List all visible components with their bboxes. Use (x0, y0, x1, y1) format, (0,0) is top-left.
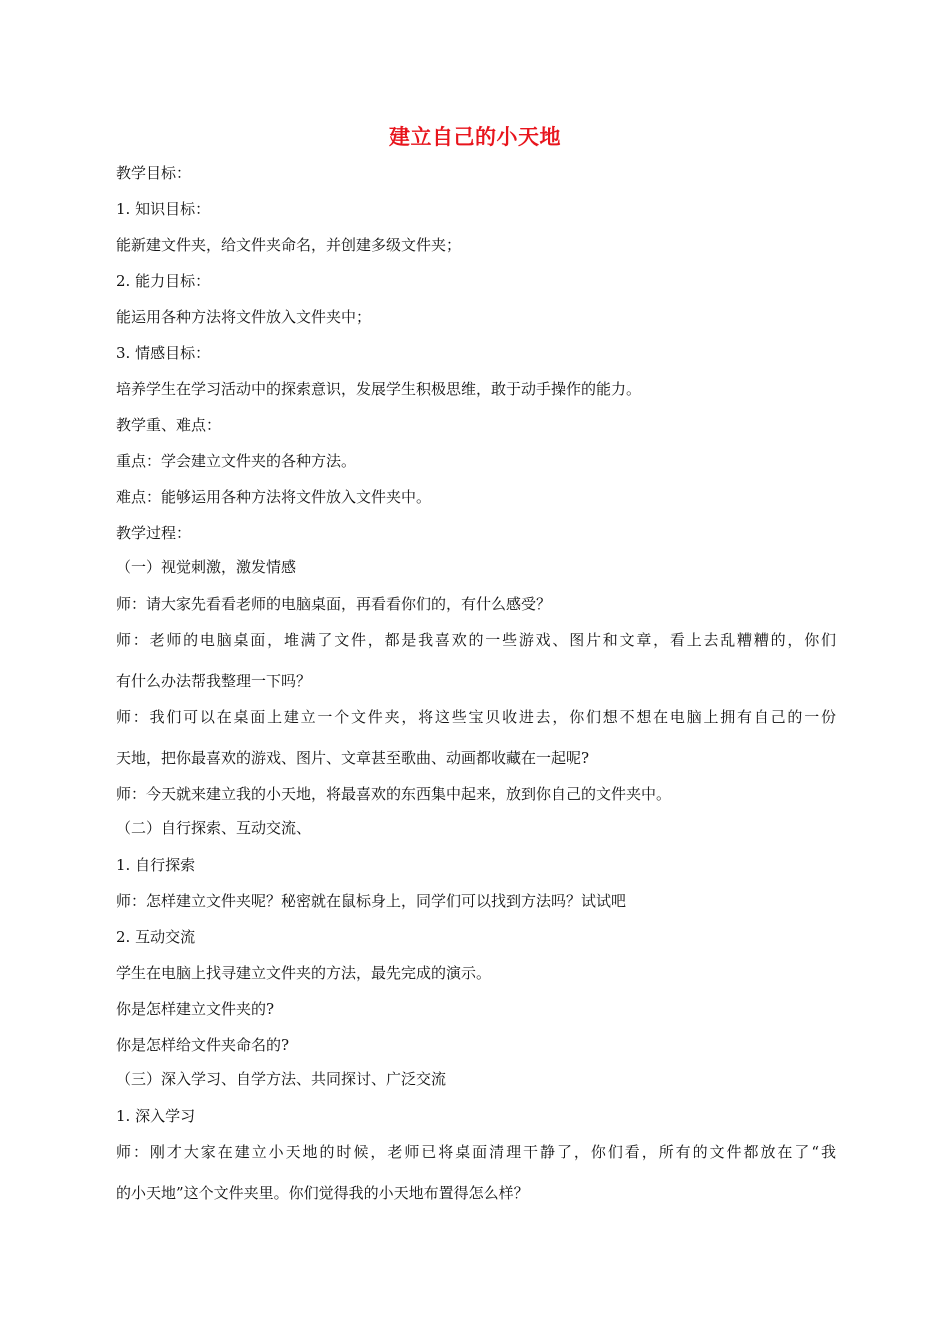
text-line: 1. 深入学习 (116, 1107, 196, 1125)
text-line: 1. 知识目标： (116, 200, 211, 218)
text-line: 有什么办法帮我整理一下吗？ (116, 672, 312, 690)
text-line: 师：我们可以在桌面上建立一个文件夹，将这些宝贝收进去，你们想不想在电脑上拥有自己的一份 (116, 708, 836, 726)
text-line: 培养学生在学习活动中的探索意识，发展学生积极思维，敢于动手操作的能力。 (116, 380, 642, 398)
text-line: 能新建文件夹，给文件夹命名，并创建多级文件夹； (116, 236, 462, 254)
text-line: 教学目标： (116, 164, 192, 182)
text-line: 3. 情感目标： (116, 344, 211, 362)
text-line: 学生在电脑上找寻建立文件夹的方法，最先完成的演示。 (116, 964, 492, 982)
text-line: 难点：能够运用各种方法将文件放入文件夹中。 (116, 488, 432, 506)
document-title: 建立自己的小天地 (389, 125, 561, 149)
text-line: （二）自行探索、互动交流、 (116, 819, 312, 837)
text-line: 你是怎样给文件夹命名的? (116, 1036, 290, 1054)
text-line: 的小天地”这个文件夹里。你们觉得我的小天地布置得怎么样？ (116, 1184, 529, 1202)
text-line: 师：老师的电脑桌面，堆满了文件，都是我喜欢的一些游戏、图片和文章，看上去乱糟糟的，你们 (116, 631, 836, 649)
text-line: 你是怎样建立文件夹的? (116, 1000, 275, 1018)
text-line: 师：刚才大家在建立小天地的时候，老师已将桌面清理干静了，你们看，所有的文件都放在了“我 (116, 1143, 836, 1161)
text-line: 师：今天就来建立我的小天地，将最喜欢的东西集中起来，放到你自己的文件夹中。 (116, 785, 672, 803)
text-line: 2. 能力目标： (116, 272, 211, 290)
text-line: 师：怎样建立文件夹呢？秘密就在鼠标身上，同学们可以找到方法吗？试试吧 (116, 892, 627, 910)
text-line: 1. 自行探索 (116, 856, 196, 874)
text-line: （一）视觉刺激，激发情感 (116, 558, 297, 576)
text-line: 教学过程： (116, 524, 192, 542)
text-line: 教学重、难点： (116, 416, 222, 434)
text-line: 2. 互动交流 (116, 928, 196, 946)
text-line: 师：请大家先看看老师的电脑桌面，再看看你们的，有什么感受？ (116, 595, 552, 613)
text-line: 重点：学会建立文件夹的各种方法。 (116, 452, 357, 470)
text-line: 能运用各种方法将文件放入文件夹中； (116, 308, 372, 326)
text-line: 天地，把你最喜欢的游戏、图片、文章甚至歌曲、动画都收藏在一起呢? (116, 749, 590, 767)
text-line: （三）深入学习、自学方法、共同探讨、广泛交流 (116, 1070, 447, 1088)
